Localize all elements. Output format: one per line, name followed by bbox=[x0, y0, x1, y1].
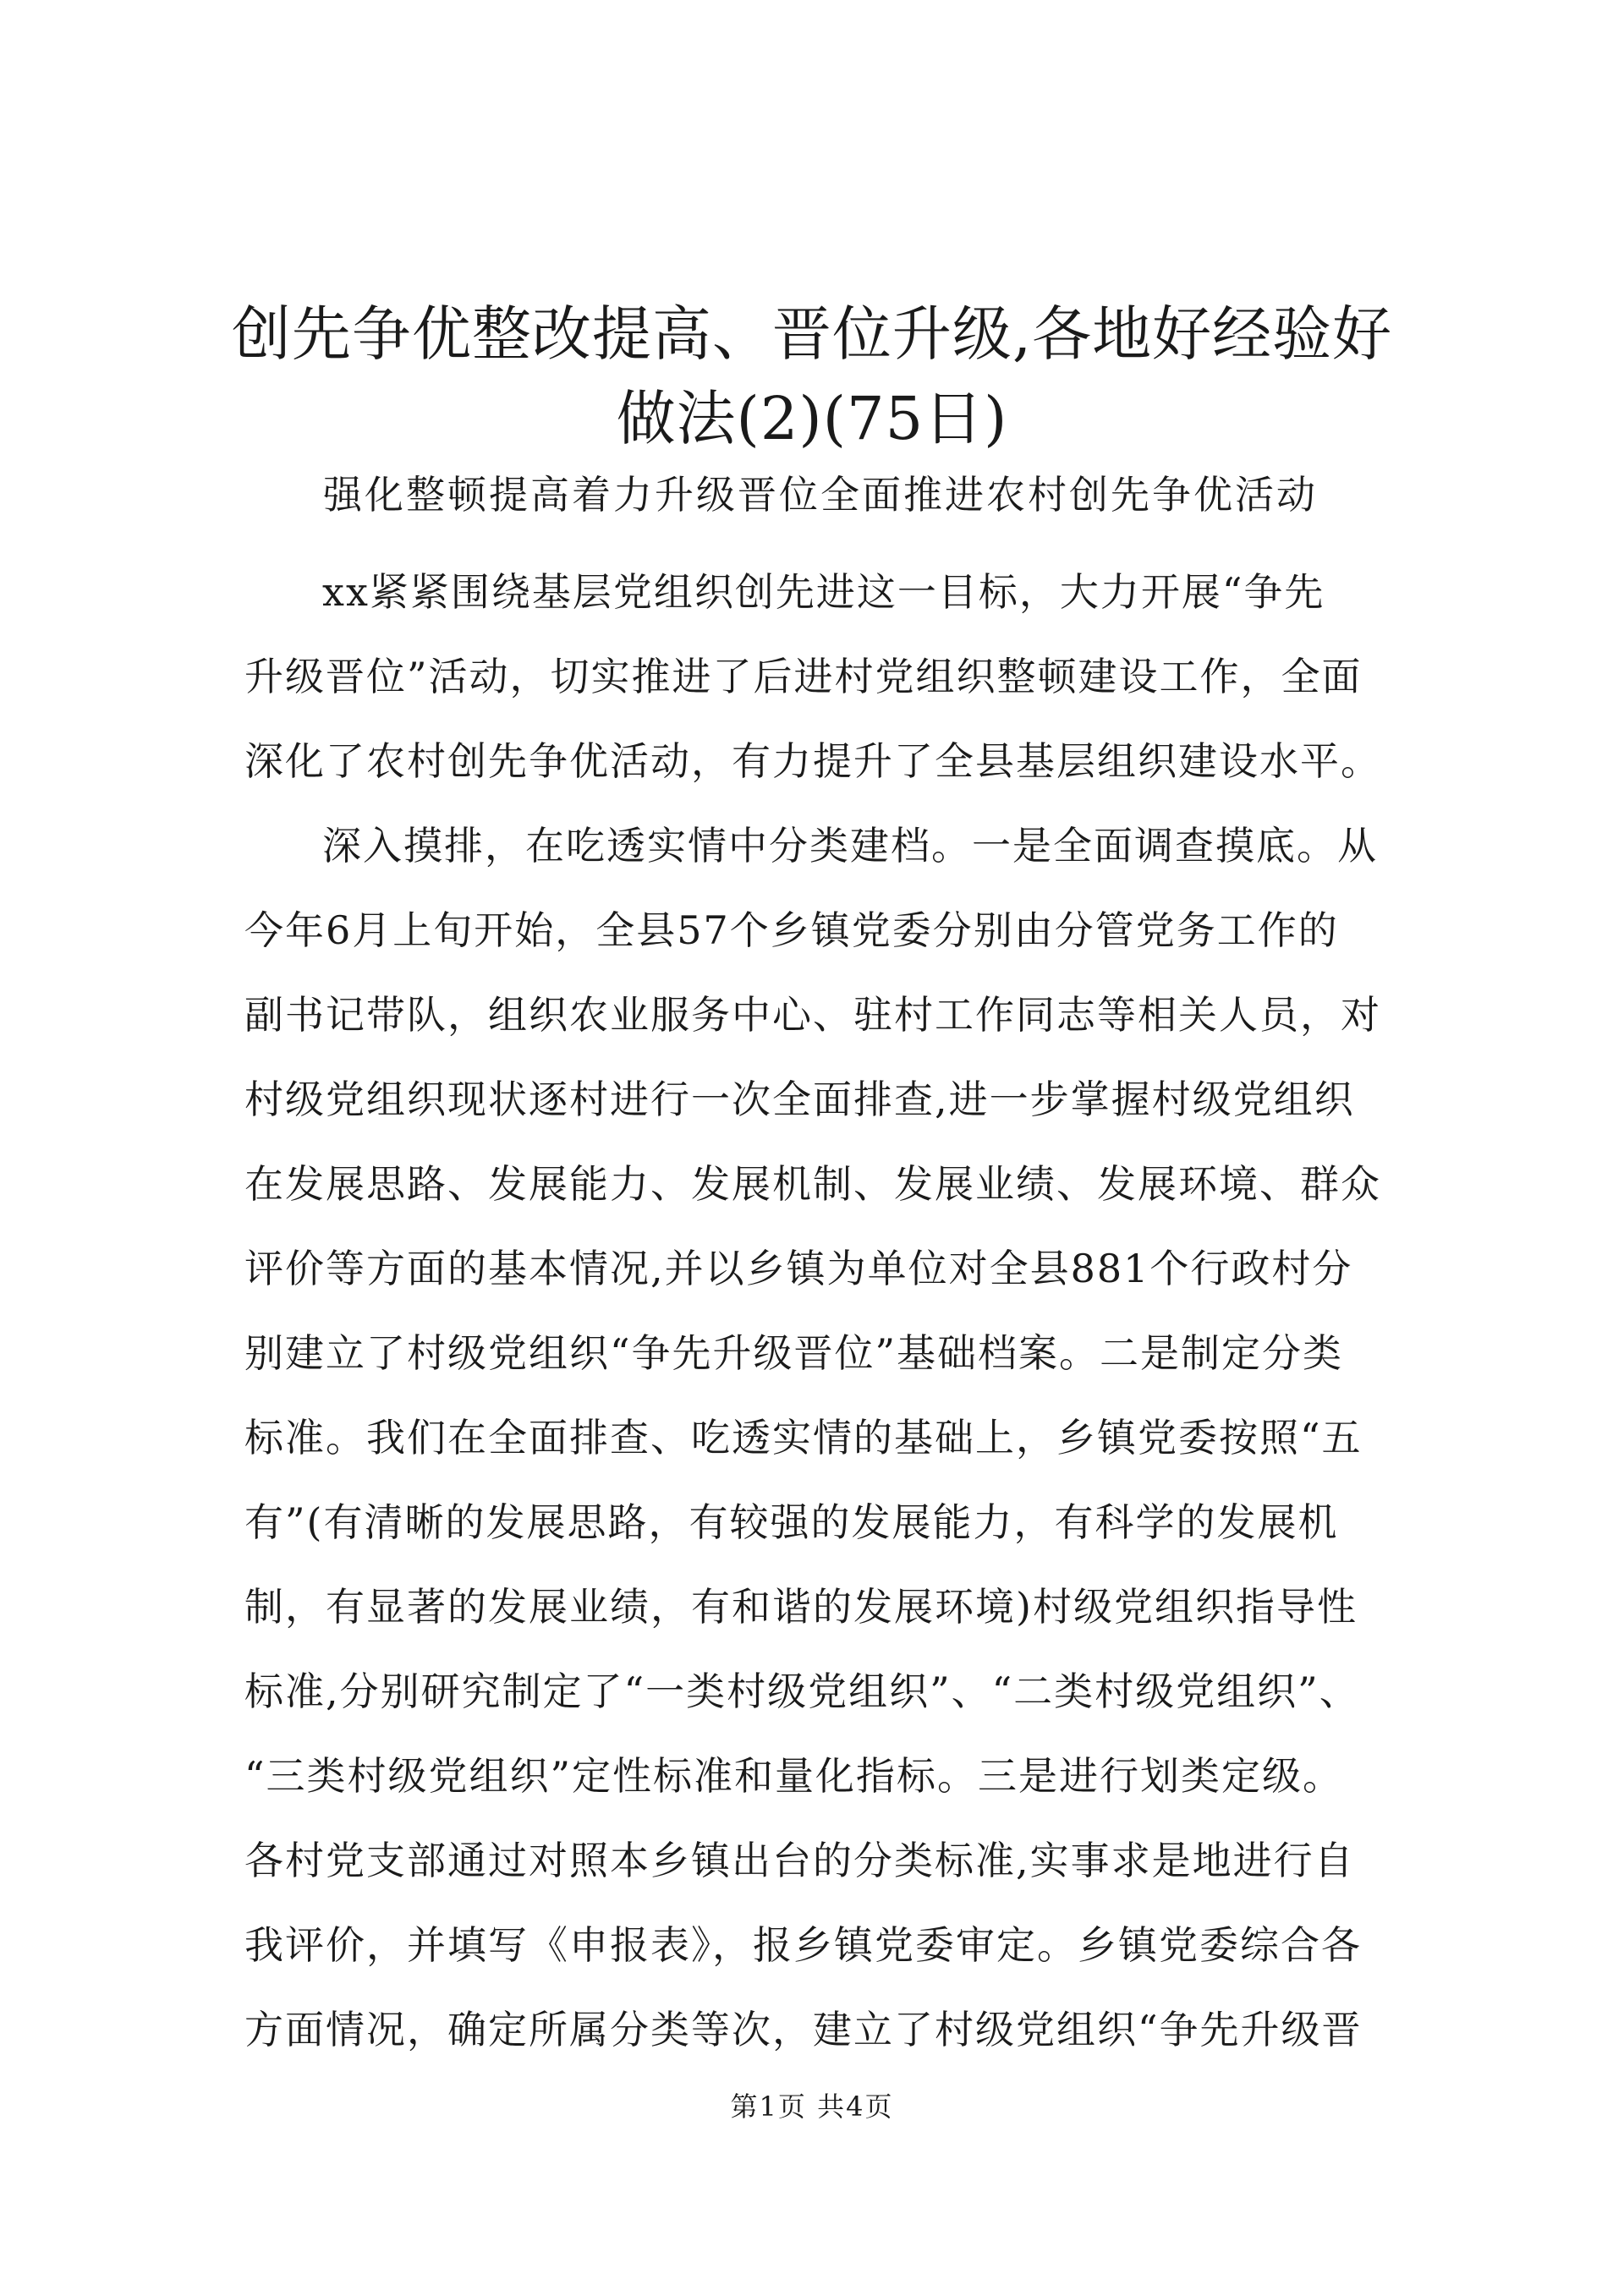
document-title bbox=[195, 292, 1429, 461]
paragraph-main: 深入摸排，在吃透实情中分类建档。一是全面调查摸底。从 今年6月上旬开始，全县57个乡镇党委分别由分管党务工作的 副书记带队，组织农业服务中心、驻村工作同志等相关人员，对 村级党组织现状逐村进行一次全面排查,进一步掌握村级党组织 在发展思路、发展能力、发展机制、发展业绩、发展环境、群众 评价等方面的基本情况,并以乡镇为单位对全县881个行政村分 别建立了村级党组织“争先升级晋位”基础档案。二是制定分类 标准。我们在全面排查、吃透实情的基础上，乡镇党委按照“五 有”(有清晰的发展思路，有较强的发展能力，有科学的发展机 制，有显著的发展业绩，有和谐的发展环境)村级党组织指导性 标准,分别研究制定了“一类村级党组织”、“二类村级党组织”、 “三类村级党组织”定性标准和量化指标。三是进行划类定级。 各村党支部通过对照本乡镇出台的分类标准,实事求是地进行自 我评价，并填写《申报表》，报乡镇党委审定。乡镇党委综合各 方面情况，确定所属分类等次，建立了村级党组织“争先升级晋 bbox=[244, 823, 1381, 2052]
title-line-1: 创先争优整改提高、晋位升级,各地好经验好 bbox=[231, 299, 1393, 369]
page-footer: 第1页 共4页 bbox=[730, 2091, 894, 2123]
document-body bbox=[244, 550, 1429, 2072]
document-subtitle: 强化整顿提高着力升级晋位全面推进农村创先争优活动 bbox=[323, 472, 1318, 518]
title-line-2: 做法(2)(75日) bbox=[616, 384, 1008, 453]
paragraph-intro: xx紧紧围绕基层党组织创先进这一目标，大力开展“争先 升级晋位”活动，切实推进了后进村党组织整顿建设工作，全面 深化了农村创先争优活动，有力提升了全县基层组织建设水平。 bbox=[244, 569, 1381, 784]
